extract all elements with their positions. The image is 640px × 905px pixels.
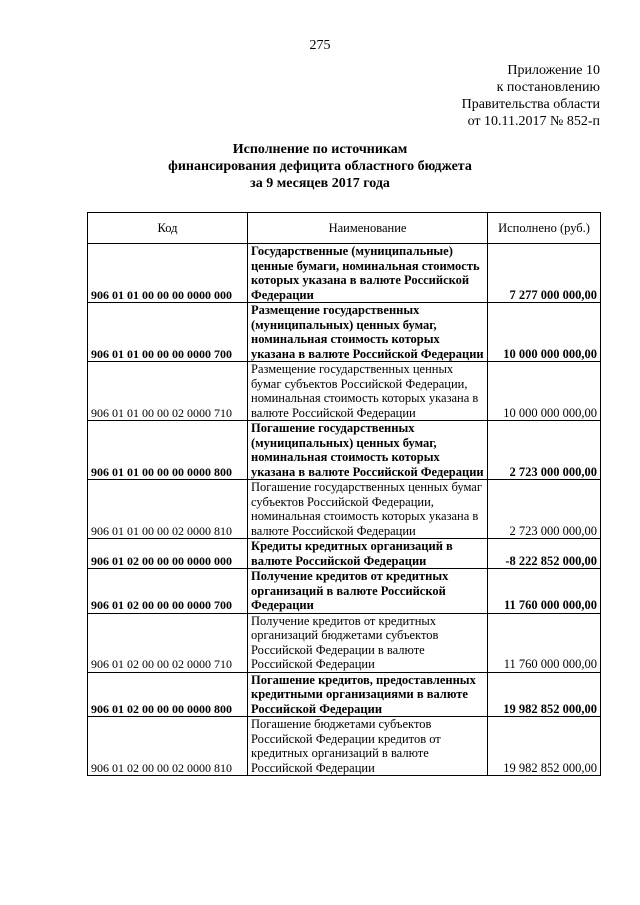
header-amount: Исполнено (руб.) — [488, 213, 601, 244]
name-cell: Погашение государственных (муниципальных) ценных бумаг, номинальная стоимость которых указана в валюте Российской Федерации — [248, 421, 488, 480]
table-row — [88, 613, 601, 672]
name-cell: Получение кредитов от кредитных организаций в валюте Российской Федерации — [248, 569, 488, 614]
code-cell: 906 01 02 00 00 02 0000 810 — [88, 717, 248, 776]
amount-cell: 11 760 000 000,00 — [488, 569, 601, 614]
code-cell: 906 01 01 00 00 00 0000 000 — [88, 244, 248, 303]
code-cell: 906 01 01 00 00 00 0000 800 — [88, 421, 248, 480]
amount-cell: 10 000 000 000,00 — [488, 303, 601, 362]
table-row — [88, 672, 601, 717]
table-row — [88, 421, 601, 480]
table-row — [88, 539, 601, 569]
financing-table — [87, 212, 601, 776]
table-row — [88, 480, 601, 539]
name-cell: Кредиты кредитных организаций в валюте Российской Федерации — [248, 539, 488, 569]
table-row — [88, 717, 601, 776]
table-row — [88, 569, 601, 614]
appendix-line: Приложение 10 — [507, 63, 600, 78]
amount-cell: 19 982 852 000,00 — [488, 717, 601, 776]
code-cell: 906 01 01 00 00 02 0000 810 — [88, 480, 248, 539]
table-row — [88, 362, 601, 421]
appendix-reference — [462, 62, 600, 130]
table-row — [88, 303, 601, 362]
code-cell: 906 01 01 00 00 00 0000 700 — [88, 303, 248, 362]
amount-cell: 10 000 000 000,00 — [488, 362, 601, 421]
name-cell: Погашение кредитов, предоставленных кредитными организациями в валюте Российской Федерации — [248, 672, 488, 717]
code-cell: 906 01 02 00 00 00 0000 000 — [88, 539, 248, 569]
appendix-line: Правительства области — [461, 97, 600, 112]
amount-cell: 19 982 852 000,00 — [488, 672, 601, 717]
document-title — [0, 141, 640, 192]
name-cell: Погашение государственных ценных бумаг субъектов Российской Федерации, номинальная стоимость которых указана в валюте Российской Федерации — [248, 480, 488, 539]
amount-cell: 2 723 000 000,00 — [488, 421, 601, 480]
title-line: финансирования дефицита областного бюджета — [168, 159, 472, 174]
amount-cell: 7 277 000 000,00 — [488, 244, 601, 303]
name-cell: Получение кредитов от кредитных организаций бюджетами субъектов Российской Федерации в валюте Российской Федерации — [248, 613, 488, 672]
amount-cell: -8 222 852 000,00 — [488, 539, 601, 569]
table-row — [88, 244, 601, 303]
title-line: Исполнение по источникам — [232, 142, 408, 157]
appendix-line: к постановлению — [496, 80, 600, 95]
code-cell: 906 01 02 00 00 00 0000 700 — [88, 569, 248, 614]
code-cell: 906 01 02 00 00 00 0000 800 — [88, 672, 248, 717]
code-cell: 906 01 01 00 00 02 0000 710 — [88, 362, 248, 421]
amount-cell: 2 723 000 000,00 — [488, 480, 601, 539]
table-header-row — [88, 213, 601, 244]
header-name: Наименование — [248, 213, 488, 244]
title-line: за 9 месяцев 2017 года — [250, 176, 390, 191]
name-cell: Размещение государственных (муниципальных) ценных бумаг, номинальная стоимость которых указана в валюте Российской Федерации — [248, 303, 488, 362]
page-number: 275 — [309, 38, 331, 53]
amount-cell: 11 760 000 000,00 — [488, 613, 601, 672]
table-body — [88, 244, 601, 776]
header-code: Код — [88, 213, 248, 244]
code-cell: 906 01 02 00 00 02 0000 710 — [88, 613, 248, 672]
name-cell: Погашение бюджетами субъектов Российской Федерации кредитов от кредитных организаций в валюте Российской Федерации — [248, 717, 488, 776]
name-cell: Государственные (муниципальные) ценные бумаги, номинальная стоимость которых указана в валюте Российской Федерации — [248, 244, 488, 303]
name-cell: Размещение государственных ценных бумаг субъектов Российской Федерации, номинальная стоимость которых указана в валюте Российской Федерации — [248, 362, 488, 421]
appendix-line: от 10.11.2017 № 852-п — [467, 114, 600, 129]
